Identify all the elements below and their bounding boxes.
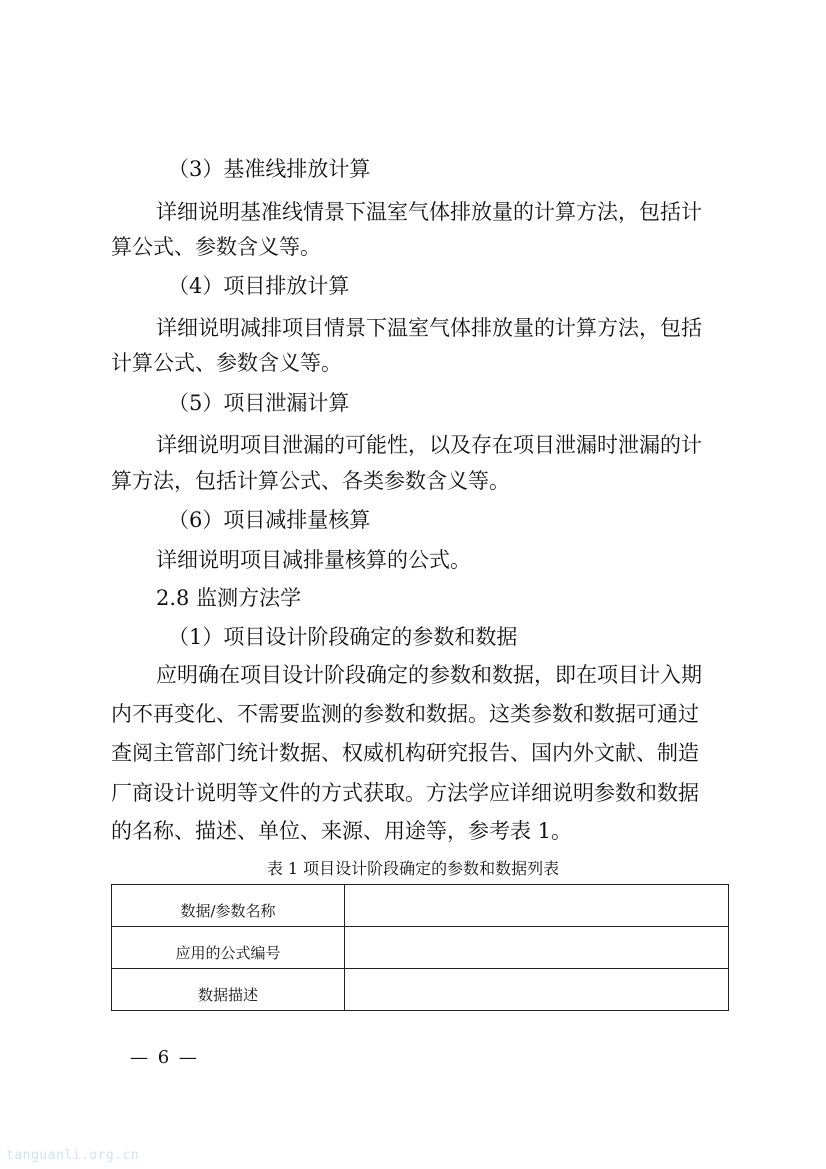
section-2-8-1-paragraph-line-5: 的名称、描述、单位、来源、用途等，参考表 1。 [111,819,573,843]
section-5-paragraph-line-2: 算方法，包括计算公式、各类参数含义等。 [111,469,510,493]
section-5-heading: （5）项目泄漏计算 [168,391,350,415]
section-4-paragraph-line-2: 计算公式、参数含义等。 [111,351,342,375]
page-number: — 6 — [130,1047,199,1068]
parameters-table [111,884,729,1011]
section-4-heading: （4）项目排放计算 [168,274,350,298]
table-row-label: 数据/参数名称 [112,885,345,927]
section-2-8-1-paragraph-line-3: 查阅主管部门统计数据、权威机构研究报告、国内外文献、制造 [111,741,699,765]
section-2-8-1-paragraph-line-4: 厂商设计说明等文件的方式获取。方法学应详细说明参数和数据 [111,781,699,805]
table-row-value [345,927,729,969]
section-2-8-1-paragraph-line-1: 应明确在项目设计阶段确定的参数和数据，即在项目计入期 [156,663,702,687]
table-row [112,885,729,927]
section-2-8-1-paragraph-line-2: 内不再变化、不需要监测的参数和数据。这类参数和数据可通过 [111,702,699,726]
section-3-heading: （3）基准线排放计算 [168,157,371,181]
section-6-heading: （6）项目减排量核算 [168,508,371,532]
section-2-8-heading: 2.8 监测方法学 [156,586,302,610]
section-2-8-1-heading: （1）项目设计阶段确定的参数和数据 [168,625,518,649]
section-5-paragraph-line-1: 详细说明项目泄漏的可能性，以及存在项目泄漏时泄漏的计 [156,433,702,457]
section-6-paragraph-line-1: 详细说明项目减排量核算的公式。 [156,548,471,572]
site-watermark: tanguanli.org.cn [6,1148,140,1163]
table-row-value [345,969,729,1011]
table-row [112,969,729,1011]
table-row-value [345,885,729,927]
table-row-label: 数据描述 [112,969,345,1011]
section-4-paragraph-line-1: 详细说明减排项目情景下温室气体排放量的计算方法，包括 [156,316,702,340]
table-row [112,927,729,969]
table-row-label: 应用的公式编号 [112,927,345,969]
section-3-paragraph-line-1: 详细说明基准线情景下温室气体排放量的计算方法，包括计 [156,200,702,224]
table-caption: 表 1 项目设计阶段确定的参数和数据列表 [266,859,560,878]
section-3-paragraph-line-2: 算公式、参数含义等。 [111,235,321,259]
